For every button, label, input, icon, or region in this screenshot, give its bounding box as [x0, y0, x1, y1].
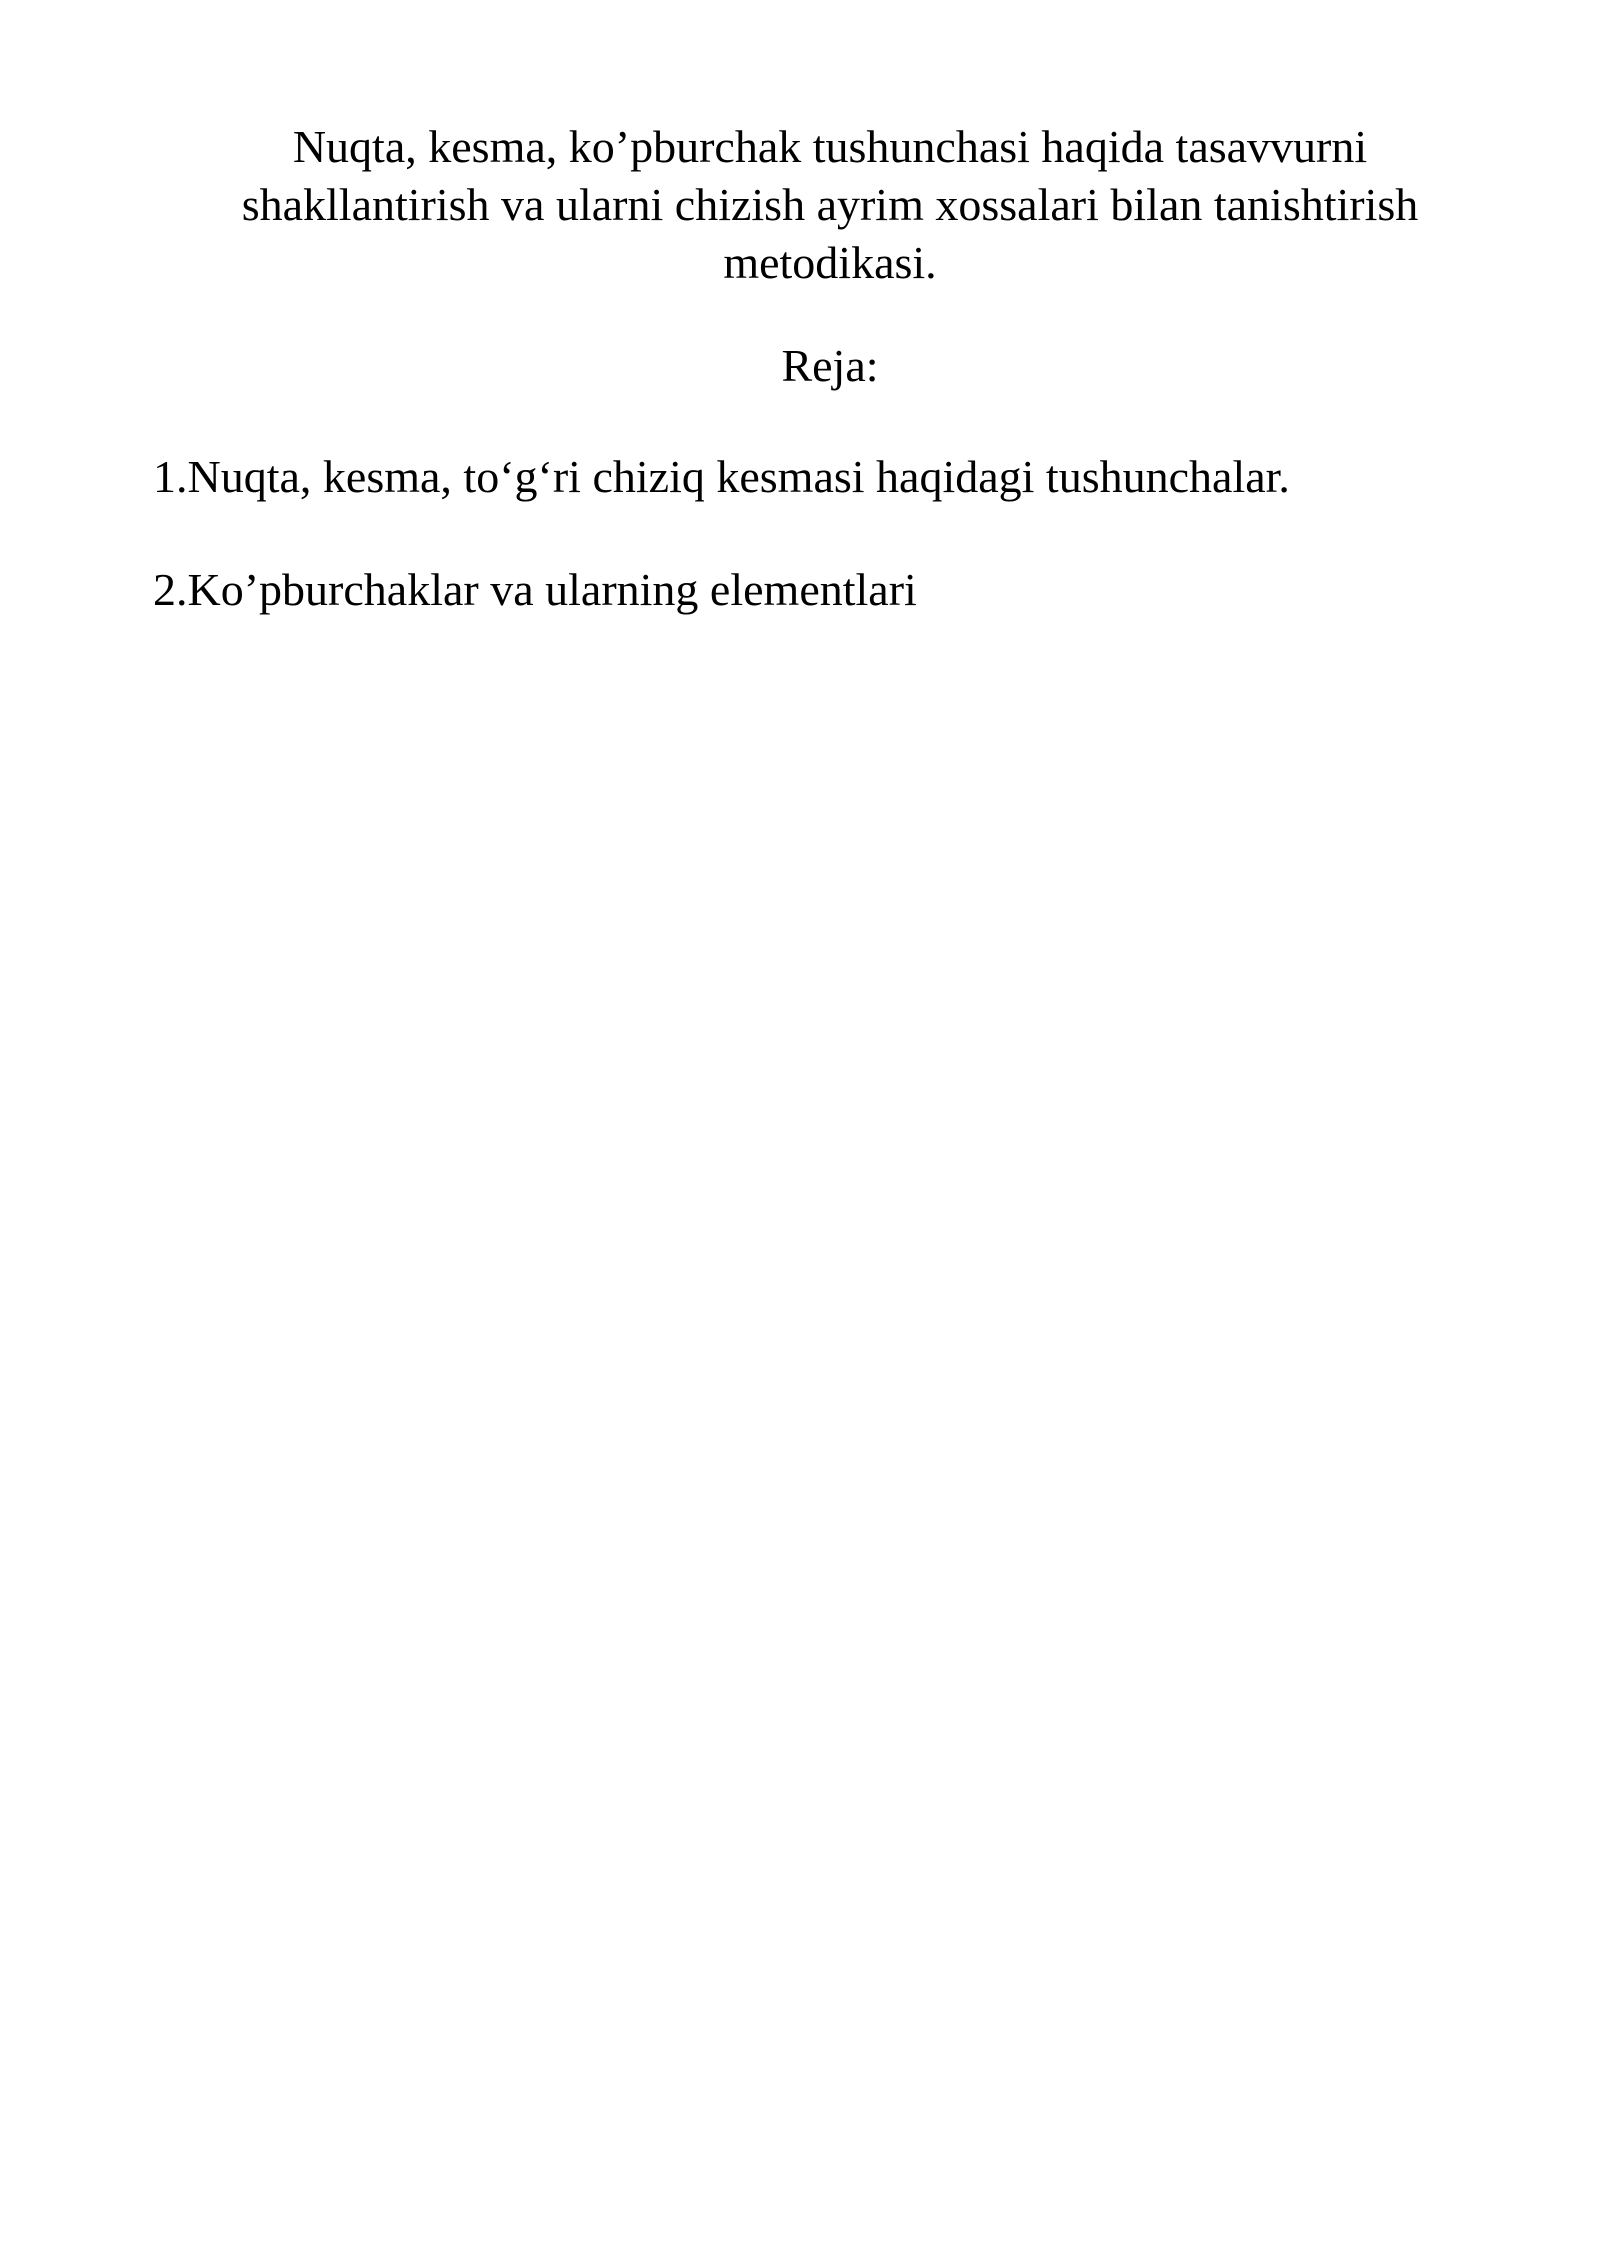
- plan-list: [153, 448, 1290, 619]
- plan-item-1: 1.Nuqta, kesma, to‘g‘ri chiziq kesmasi haqidagi tushunchalar.: [153, 451, 1290, 502]
- plan-item-2: 2.Ko’pburchaklar va ularning elementlari: [153, 564, 917, 615]
- title-line: shakllantirish va ularni chizish ayrim xossalari bilan tanishtirish: [241, 179, 1419, 230]
- document-title: [180, 118, 1480, 292]
- plan-heading: Reja:: [781, 340, 879, 391]
- title-line: metodikasi.: [723, 237, 937, 288]
- title-line: Nuqta, kesma, ko’pburchak tushunchasi haqida tasavvurni: [292, 121, 1368, 172]
